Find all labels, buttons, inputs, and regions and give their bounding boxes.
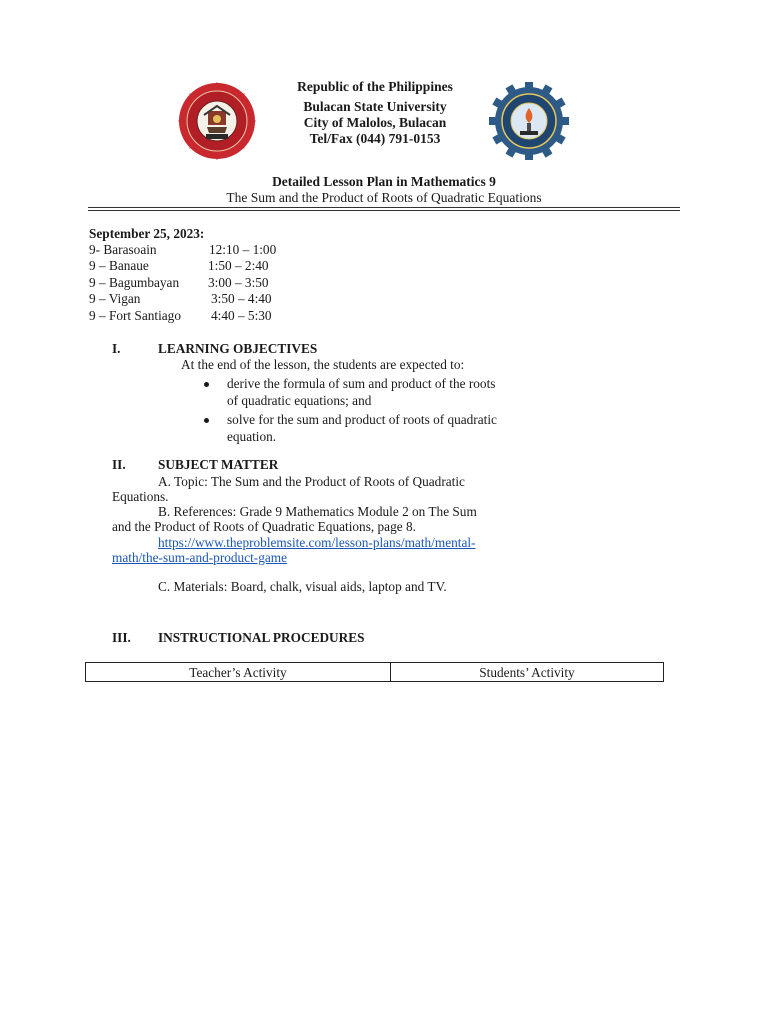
schedule-date: September 25, 2023: xyxy=(89,226,205,241)
section-heading-objectives: LEARNING OBJECTIVES xyxy=(158,341,318,356)
reference-link[interactable]: https://www.theproblemsite.com/lesson-plans/math/mental- xyxy=(158,535,476,550)
bullet-dot xyxy=(204,418,209,423)
section-numeral: II. xyxy=(112,457,126,472)
schedule-section: 9 – Vigan xyxy=(89,291,141,306)
section-heading-procedures: INSTRUCTIONAL PROCEDURES xyxy=(158,630,365,645)
bulacan-state-university-seal xyxy=(170,82,264,160)
schedule-section: 9 – Banaue xyxy=(89,258,149,273)
schedule-section: 9 – Bagumbayan xyxy=(89,275,180,290)
subject-references: B. References: Grade 9 Mathematics Module 2 on The Sum xyxy=(158,504,477,519)
objective-text: of quadratic equations; and xyxy=(227,393,372,408)
subject-topic-cont: Equations. xyxy=(112,489,169,504)
subject-materials: C. Materials: Board, chalk, visual aids, laptop and TV. xyxy=(158,579,447,594)
header-city: City of Malolos, Bulacan xyxy=(303,115,447,130)
header-republic: Republic of the Philippines xyxy=(297,79,453,94)
title-divider-top xyxy=(88,207,680,208)
subject-topic: A. Topic: The Sum and the Product of Roots of Quadratic xyxy=(158,474,465,489)
schedule-section: 9- Barasoain xyxy=(89,242,157,257)
section-heading-subject: SUBJECT MATTER xyxy=(158,457,279,472)
schedule-time: 3:00 – 3:50 xyxy=(208,275,269,290)
objective-text: equation. xyxy=(227,429,277,444)
section-numeral: III. xyxy=(112,630,131,645)
bullet-dot xyxy=(204,382,209,387)
objective-text: solve for the sum and product of roots of quadratic xyxy=(227,412,497,427)
schedule-time: 4:40 – 5:30 xyxy=(211,308,272,323)
subject-references-cont: and the Product of Roots of Quadratic Equations, page 8. xyxy=(112,519,416,534)
reference-link-cont[interactable]: math/the-sum-and-product-game xyxy=(112,550,288,565)
header-telfax: Tel/Fax (044) 791-0153 xyxy=(309,131,441,146)
activity-table-header xyxy=(85,662,664,682)
objectives-intro: At the end of the lesson, the students are expected to: xyxy=(181,357,465,372)
title-divider-bottom xyxy=(88,210,680,211)
college-of-education-seal xyxy=(484,82,574,160)
lesson-plan-title: Detailed Lesson Plan in Mathematics 9 xyxy=(272,174,496,189)
schedule-time: 3:50 – 4:40 xyxy=(211,291,272,306)
lesson-plan-subtitle: The Sum and the Product of Roots of Quadratic Equations xyxy=(226,190,542,205)
schedule-section: 9 – Fort Santiago xyxy=(89,308,181,323)
schedule-time: 12:10 – 1:00 xyxy=(209,242,277,257)
objective-text: derive the formula of sum and product of the roots xyxy=(227,376,496,391)
column-students-activity: Students’ Activity xyxy=(479,665,575,680)
schedule-time: 1:50 – 2:40 xyxy=(208,258,269,273)
section-numeral: I. xyxy=(112,341,121,356)
column-teacher-activity: Teacher’s Activity xyxy=(86,663,391,681)
header-university: Bulacan State University xyxy=(303,99,447,114)
